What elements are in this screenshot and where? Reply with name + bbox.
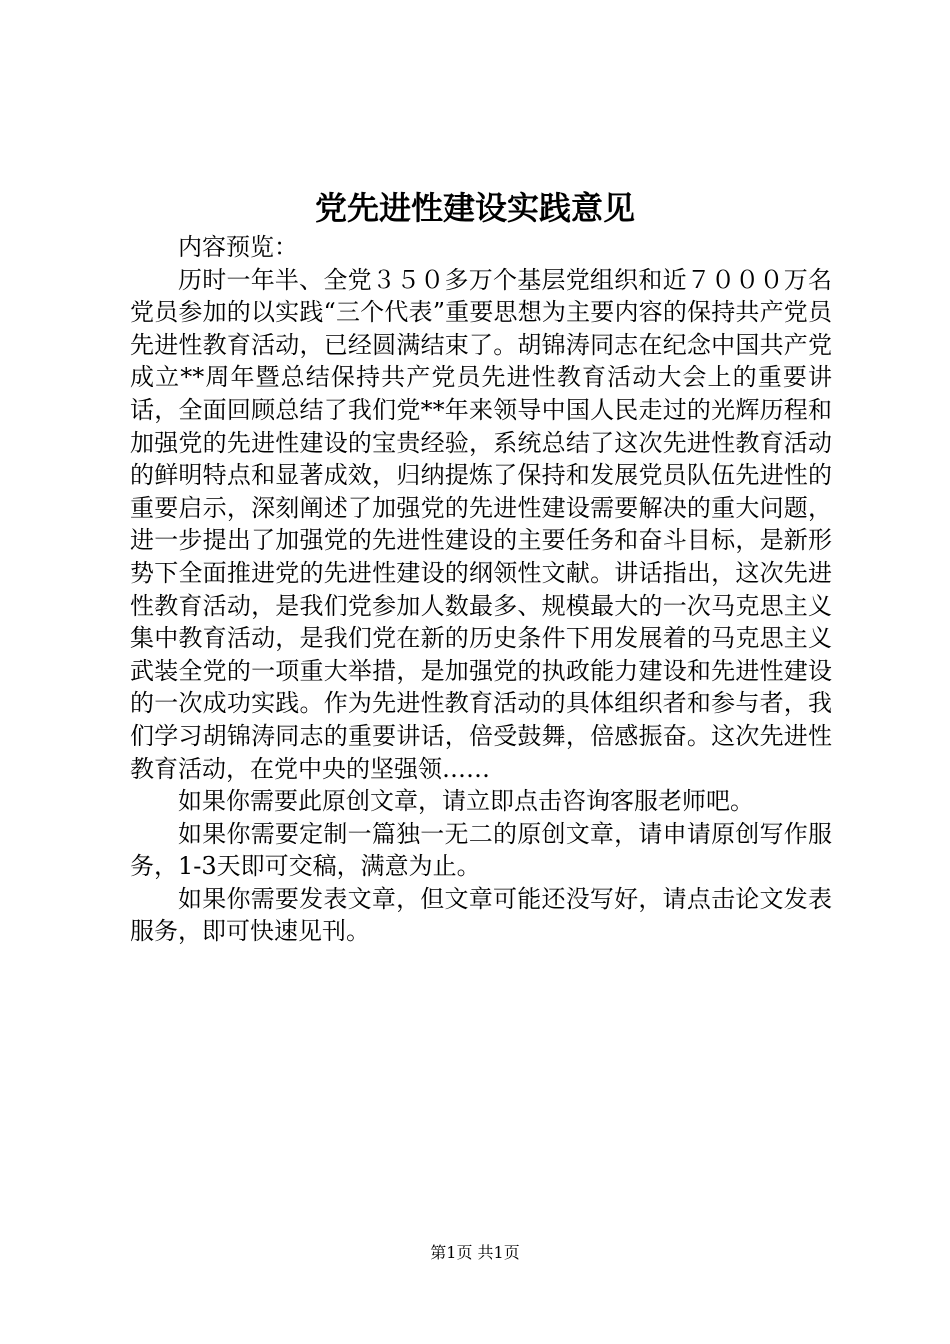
main-paragraph: 历时一年半、全党３５０多万个基层党组织和近７０００万名党员参加的以实践“三个代表”重要思想为主要内容的保持共产党员先进性教育活动，已经圆满结束了。胡锦涛同志在纪念中国共产党成立**周年暨总结保持共产党员先进性教育活动大会上的重要讲话，全面回顾总结了我们党**年来领导中国人民走过的光辉历程和加强党的先进性建设的宝贵经验，系统总结了这次先进性教育活动的鲜明特点和显著成效，归纳提炼了保持和发展党员队伍先进性的重要启示，深刻阐述了加强党的先进性建设需要解决的重大问题，进一步提出了加强党的先进性建设的主要任务和奋斗目标，是新形势下全面推进党的先进性建设的纲领性文献。讲话指出，这次先进性教育活动，是我们党参加人数最多、规模最大的一次马克思主义集中教育活动，是我们党在新的历史条件下用发展着的马克思主义武装全党的一项重大举措，是加强党的执政能力建设和先进性建设的一次成功实践。作为先进性教育活动的具体组织者和参与者，我们学习胡锦涛同志的重要讲话，倍受鼓舞，倍感振奋。这次先进性教育活动，在党中央的坚强领…… [130,265,832,783]
document-body [130,231,832,948]
preview-label: 内容预览： [178,233,298,261]
page-indicator: 第1页 共1页 [430,1243,520,1262]
document-title: 党先进性建设实践意见 [314,189,635,227]
consult-notice: 如果你需要此原创文章，请立即点击咨询客服老师吧。 [178,787,754,816]
publishing-notice: 如果你需要发表文章，但文章可能还没写好，请点击论文发表服务，即可快速见刊。 [130,884,832,946]
custom-writing-notice: 如果你需要定制一篇独一无二的原创文章，请申请原创写作服务，1-3天即可交稿，满意为止。 [130,819,832,881]
